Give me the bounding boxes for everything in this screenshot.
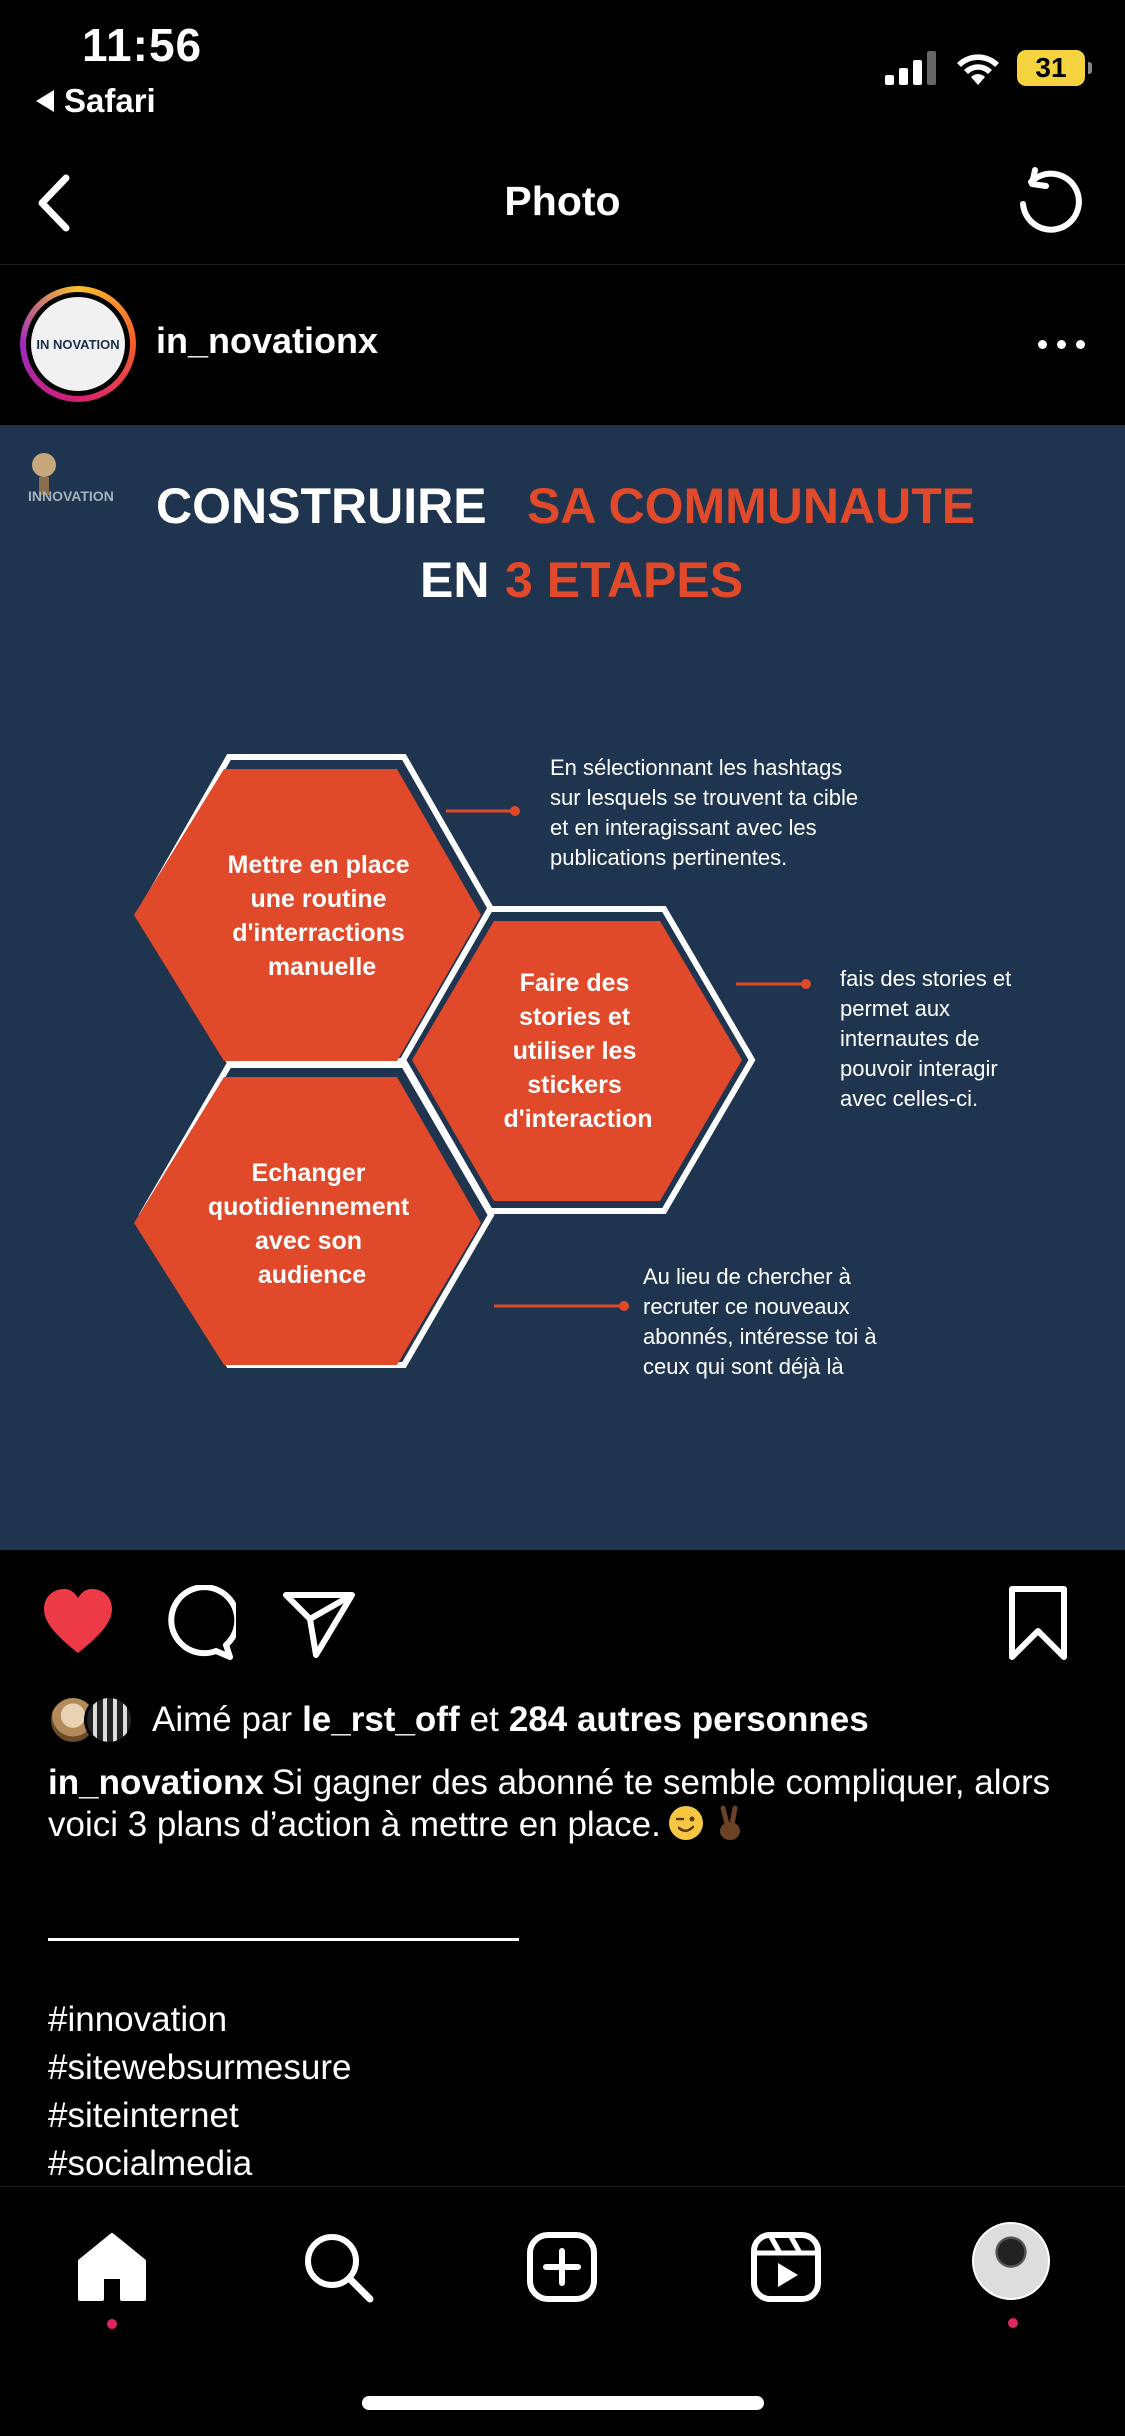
liker-username[interactable]: le_rst_off — [302, 1700, 460, 1739]
refresh-icon[interactable] — [1009, 162, 1089, 242]
hex2-line5: d'interaction — [503, 1105, 653, 1133]
search-icon[interactable] — [298, 2227, 378, 2307]
hashtag[interactable]: #innovation — [48, 2000, 228, 2039]
battery-level: 31 — [1035, 52, 1067, 83]
wifi-icon — [955, 51, 1001, 85]
hex2-line3: utiliser les — [512, 1037, 637, 1065]
status-time: 11:56 — [82, 19, 203, 71]
hex2-line4: stickers — [527, 1071, 622, 1099]
caption-divider — [48, 1938, 519, 1941]
hex1-line2: une routine — [250, 885, 387, 913]
infographic — [0, 425, 1125, 1550]
hex3-line1: Echanger — [251, 1159, 366, 1187]
home-notification-dot — [107, 2319, 117, 2329]
likes-prefix: Aimé par — [152, 1700, 293, 1739]
caption-text: Si gagner des abonné te semble compliquer, alors voici 3 plans d’action à mettre en place. — [48, 1763, 1051, 1844]
title-line2-white: EN — [420, 552, 490, 608]
likes-count[interactable]: 284 autres personnes — [508, 1700, 869, 1739]
hashtag[interactable]: #sitewebsurmesure — [48, 2048, 352, 2087]
home-icon[interactable] — [72, 2227, 152, 2307]
caption — [48, 1762, 1088, 1846]
liker-avatars — [48, 1695, 134, 1745]
hex3-line3: avec son — [255, 1227, 363, 1255]
hex2-line2: stories et — [518, 1003, 631, 1031]
back-app-label: Safari — [64, 82, 156, 119]
title-line1-white: CONSTRUIRE — [156, 478, 487, 534]
avatar — [31, 297, 125, 391]
connector-2-dot — [801, 979, 811, 989]
connector-1-dot — [510, 806, 520, 816]
comment-icon[interactable] — [160, 1585, 236, 1661]
hex3-line4: audience — [257, 1261, 367, 1289]
page-title: Photo — [504, 178, 621, 224]
victory-hand-icon — [711, 1804, 749, 1842]
svg-text:Faire des stories et — [503, 969, 652, 1133]
note-1: En sélectionnant les hashtags sur lesquels se trouvent ta cible et en interagissant avec les publications pertinentes. — [550, 755, 859, 870]
likes-row[interactable] — [48, 1695, 879, 1745]
hex1-line4: manuelle — [267, 953, 377, 981]
post-actions — [0, 1585, 1125, 1665]
logo-text: INNOVATION — [28, 488, 114, 504]
title-line1-orange: SA COMMUNAUTE — [527, 478, 976, 534]
status-indicators — [885, 50, 1085, 86]
heart-filled-icon[interactable] — [40, 1585, 116, 1661]
winking-face-icon — [667, 1804, 705, 1842]
note-2: fais des stories et permet aux internautes de pouvoir interagir avec celles-ci. — [840, 966, 1012, 1111]
add-post-icon[interactable] — [522, 2227, 602, 2307]
hex1-line3: d'interractions — [232, 919, 405, 947]
more-options-icon[interactable] — [1038, 340, 1085, 349]
battery-indicator — [1017, 50, 1085, 86]
cellular-signal-icon — [885, 51, 939, 85]
avatar-logo-text: IN NOVATION — [36, 336, 120, 352]
post-username[interactable]: in_novationx — [156, 320, 379, 361]
page-header — [0, 150, 1125, 265]
post-header — [0, 268, 1125, 424]
bookmark-icon[interactable] — [1000, 1585, 1076, 1661]
caption-username[interactable]: in_novationx — [48, 1763, 264, 1802]
hex3-line2: quotidiennement — [207, 1193, 410, 1221]
home-indicator[interactable] — [362, 2396, 764, 2410]
profile-notification-dot — [1008, 2318, 1018, 2328]
note-3: Au lieu de chercher à recruter ce nouveaux abonnés, intéresse toi à ceux qui sont déjà là — [643, 1264, 877, 1379]
likes-joiner: et — [469, 1700, 499, 1739]
story-ring[interactable] — [20, 286, 136, 402]
hex2-line1: Faire des — [519, 969, 630, 997]
hashtag[interactable]: #siteinternet — [48, 2096, 239, 2135]
post-image[interactable] — [0, 425, 1125, 1550]
send-icon[interactable] — [282, 1585, 358, 1661]
hashtags — [48, 1996, 351, 2188]
back-to-safari-link[interactable] — [36, 82, 156, 120]
connector-3-dot — [619, 1301, 629, 1311]
profile-avatar[interactable] — [972, 2222, 1050, 2300]
hashtag[interactable]: #socialmedia — [48, 2144, 253, 2183]
hex1-line1: Mettre en place — [227, 851, 410, 879]
liker-avatar-2 — [84, 1695, 134, 1745]
innovation-logo — [28, 453, 114, 504]
title-line2-orange: 3 ETAPES — [505, 552, 744, 608]
reels-icon[interactable] — [746, 2227, 826, 2307]
back-triangle-icon — [36, 90, 54, 112]
